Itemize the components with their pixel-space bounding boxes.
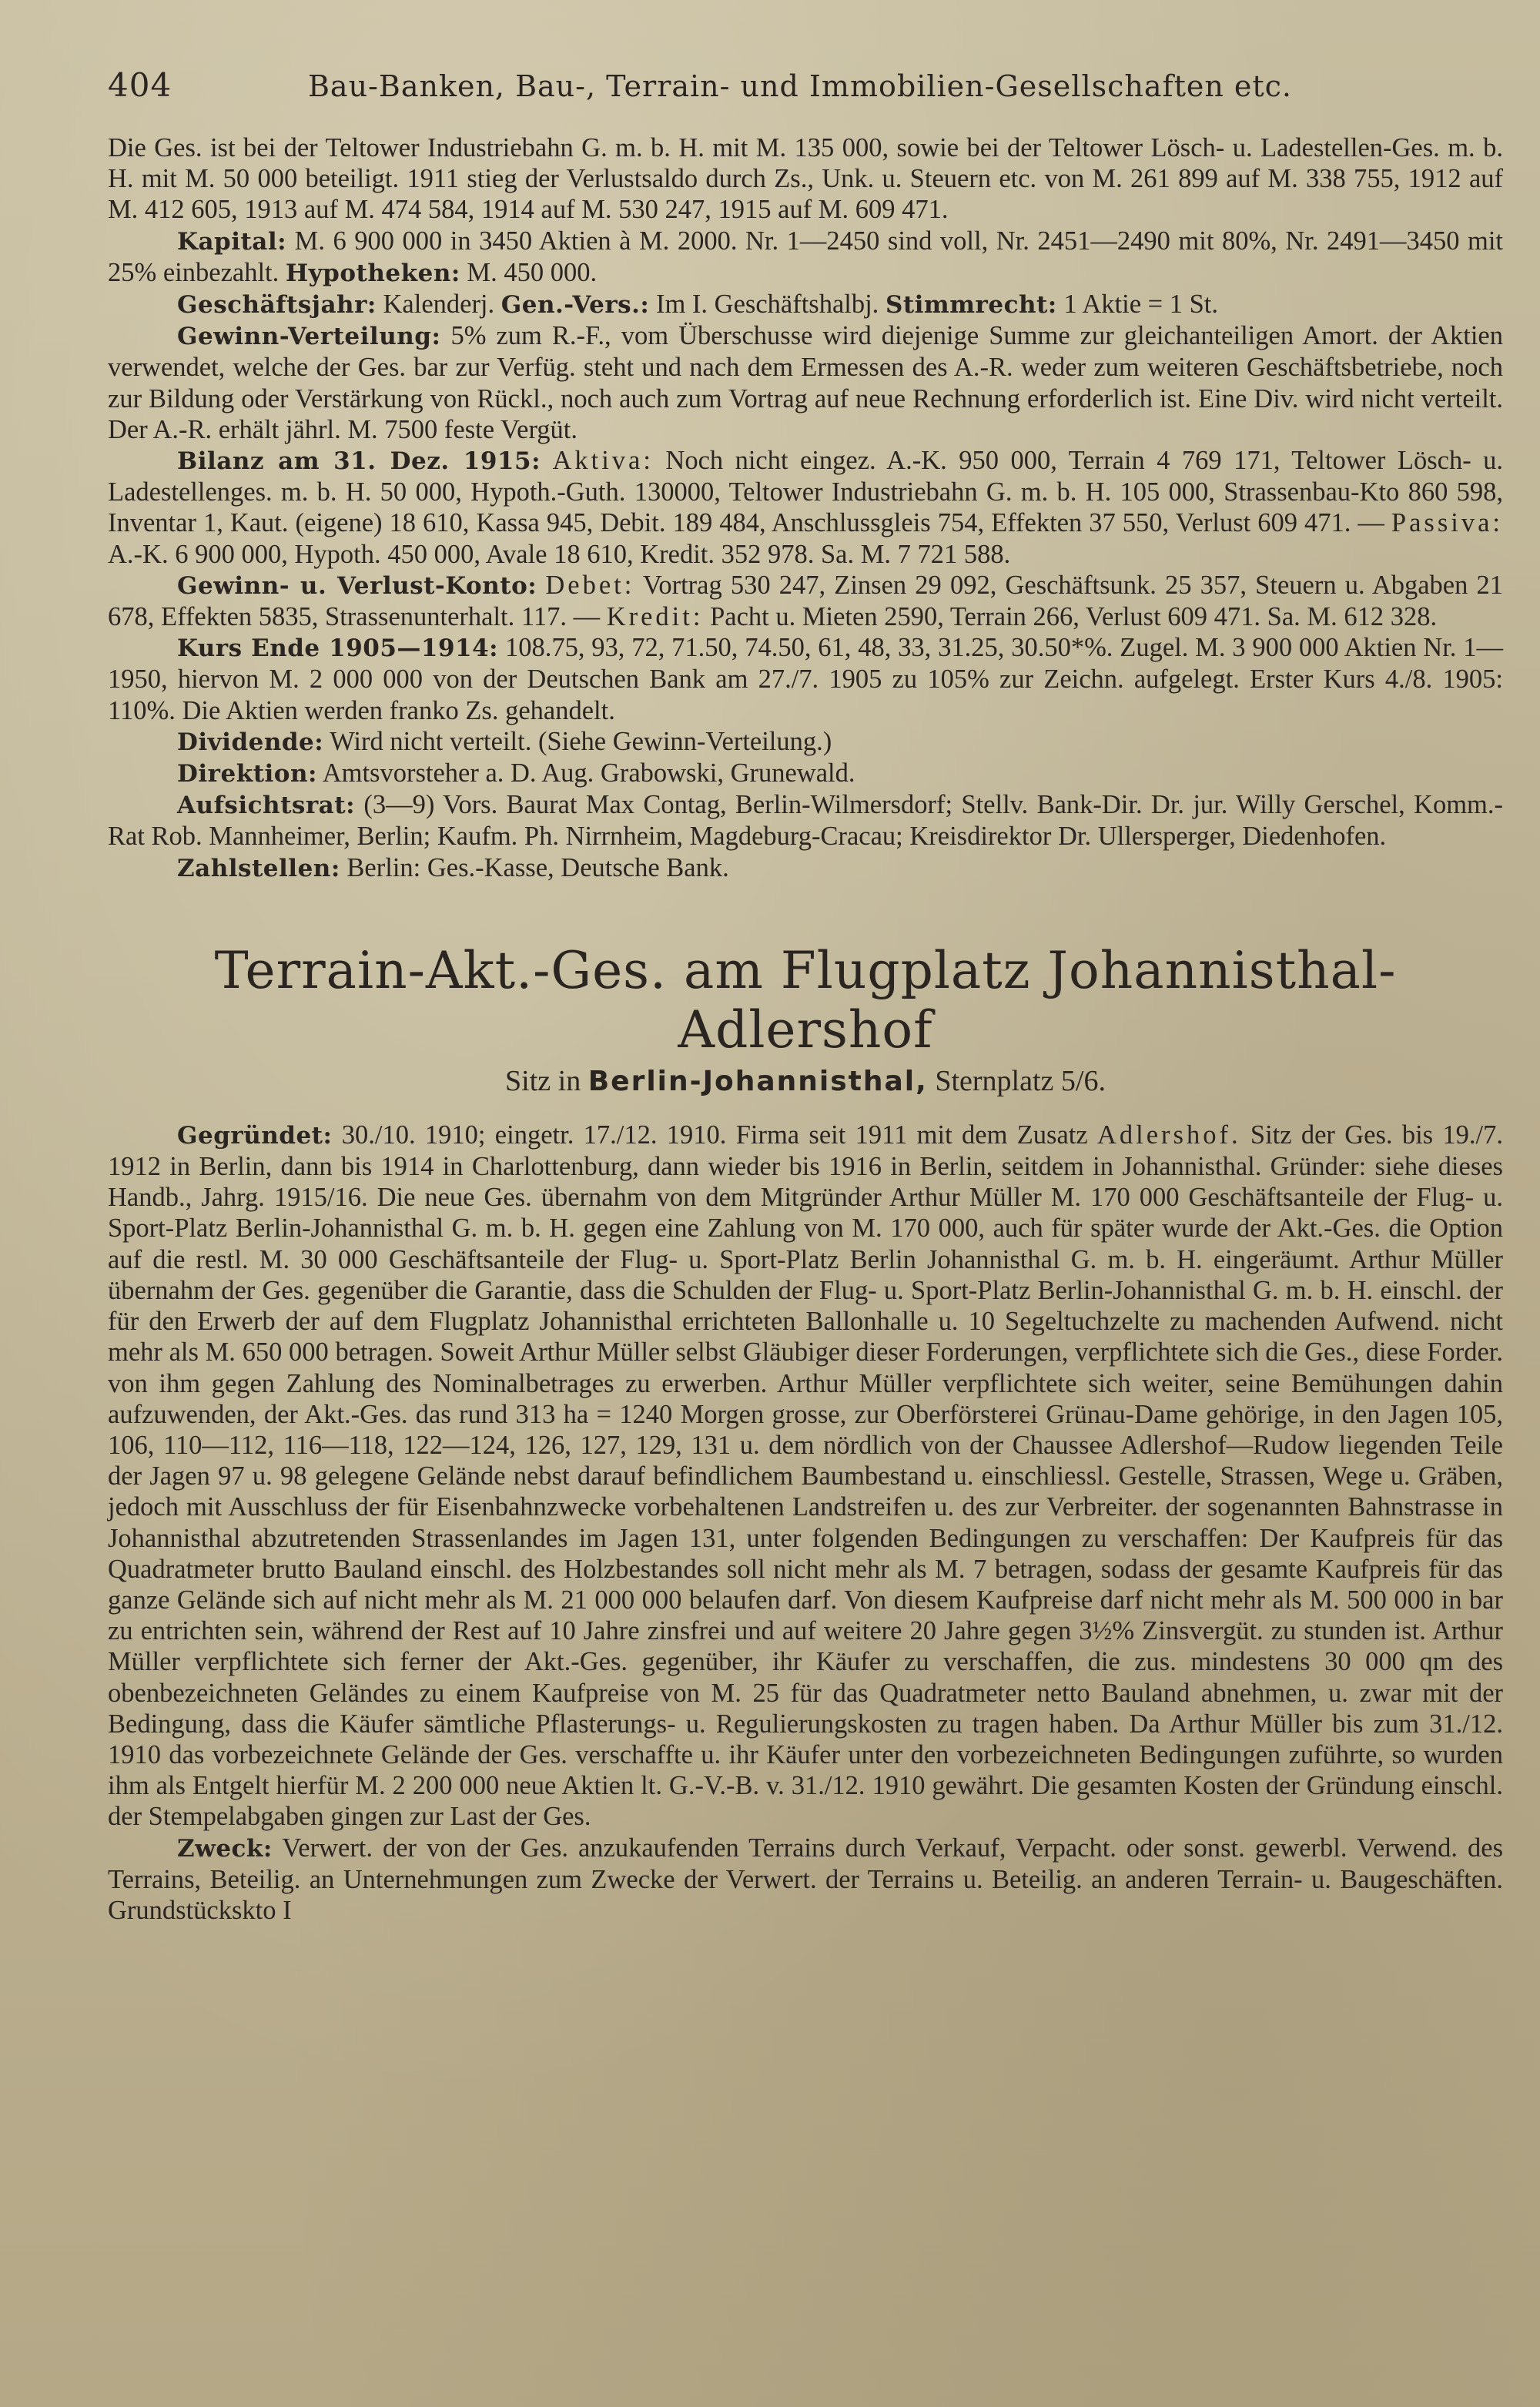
genvers-text: Im I. Geschäftshalbj. (655, 290, 879, 320)
adlershof-word: Adlershof. (1096, 1120, 1241, 1150)
bilanz-label: Bilanz am 31. Dez. 1915: (177, 447, 541, 476)
page-number: 404 (108, 66, 172, 104)
zweck-paragraph (108, 1833, 1503, 1927)
dividende-paragraph (108, 726, 1503, 758)
guv-paragraph (108, 570, 1503, 632)
kurs-label: Kurs Ende 1905—1914: (177, 634, 499, 663)
zweck-text: Verwert. der von der Ges. anzukaufenden Terrains durch Verkauf, Verpacht. oder sonst. gewerbl. Verwend. des Terrains, Beteilig. an Unternehmungen zum Zwecke der Verwert. der Terrains u. Beteilig. an anderen Terrain- u. Baugeschäften. Grundstückskto I (108, 1833, 1503, 1925)
geschaeftsjahr-paragraph (108, 289, 1503, 320)
aktiva-word: Aktiva: (552, 446, 654, 476)
kredit-word: Kredit: (606, 602, 704, 632)
aufsichtsrat-paragraph (108, 789, 1503, 852)
seat-address: Sternplatz 5/6. (935, 1064, 1106, 1097)
aufsichtsrat-label: Aufsichtsrat: (177, 792, 356, 820)
hypotheken-label: Hypotheken: (285, 259, 460, 287)
gewinnverteilung-paragraph (108, 320, 1503, 445)
company-seat (108, 1064, 1503, 1098)
direktion-paragraph (108, 758, 1503, 789)
gewinnverteilung-label: Gewinn-Verteilung: (177, 323, 441, 351)
hypotheken-text: M. 450 000. (467, 257, 598, 287)
zahlstellen-label: Zahlstellen: (177, 854, 340, 882)
stimmrecht-label: Stimmrecht: (885, 291, 1057, 320)
zahlstellen-text: Berlin: Ges.-Kasse, Deutsche Bank. (346, 852, 729, 882)
running-header (108, 66, 1509, 112)
aufsichtsrat-text: (3—9) Vors. Baurat Max Contag, Berlin-Wilmersdorf; Stellv. Bank-Dir. Dr. jur. Willy Gerschel, Komm.-Rat Rob. Mannheimer, Berlin; Kaufm. Ph. Nirrnheim, Magdeburg-Cracau; Kreisdirektor Dr. Ullersperger, Diedenhofen. (108, 790, 1503, 852)
stimmrecht-text: 1 Aktie = 1 St. (1063, 290, 1218, 320)
gegruendet-paragraph (108, 1120, 1503, 1833)
direktion-text: Amtsvorsteher a. D. Aug. Grabowski, Grunewald. (322, 758, 855, 788)
gewinnverteilung-text: 5% zum R.-F., vom Überschusse wird diejenige Summe zur gleichanteiligen Amort. der Aktien verwendet, welche der Ges. bar zur Verfüg. steht und nach dem Ermessen des A.-R. weder zum weiteren Geschäftsbetriebe, noch zur Bildung oder Verstärkung von Rückl., noch auch zum Vortrag auf neue Rechnung erforderlich ist. Eine Div. wird nicht verteilt. Der A.-R. erhält jährl. M. 7500 feste Vergüt. (108, 321, 1503, 444)
direktion-label: Direktion: (177, 760, 317, 788)
geschaeftsjahr-text: Kalenderj. (383, 290, 495, 320)
kurs-paragraph (108, 632, 1503, 726)
company-title: Terrain-Akt.-Ges. am Flugplatz Johannisthal-Adlershof (214, 940, 1397, 1060)
kapital-label: Kapital: (177, 227, 287, 256)
debet-word: Debet: (545, 570, 635, 600)
guv-debet: Vortrag 530 247, Zinsen 29 092, Geschäftsunk. 25 357, Steuern u. Abgaben 21 678, Effekten 5835, Strassenunterhalt. 117. — (108, 570, 1504, 632)
dividende-text: Wird nicht verteilt. (Siehe Gewinn-Verteilung.) (330, 726, 832, 756)
genvers-label: Gen.-Vers.: (500, 291, 650, 320)
bilanz-passiva: A.-K. 6 900 000, Hypoth. 450 000, Avale 18 610, Kredit. 352 978. Sa. M. 7 721 588. (108, 539, 1011, 569)
seat-prefix: Sitz in (505, 1064, 581, 1097)
seat-city: Berlin-Johannisthal, (588, 1065, 928, 1097)
section-flugplatz-company (108, 1120, 1503, 1926)
gegruendet-label: Gegründet: (177, 1121, 333, 1150)
bilanz-aktiva: Noch nicht eingez. A.-K. 950 000, Terrain 4 769 171, Teltower Lösch- u. Ladestellenges. m. b. H. 50 000, Hypoth.-Guth. 130000, Teltower Industriebahn G. m. b. H. 105 000, Strassenbau-Kto 860 598, Inventar 1, Kaut. (eigene) 18 610, Kassa 945, Debit. 189 484, Anschlussgleis 754, Effekten 37 550, Verlust 609 471. — (108, 446, 1504, 538)
geschaeftsjahr-label: Geschäftsjahr: (177, 291, 377, 320)
intro-paragraph: Die Ges. ist bei der Teltower Industriebahn G. m. b. H. mit M. 135 000, sowie bei der Teltower Lösch- u. Ladestellen-Ges. m. b. H. mit M. 50 000 beteiligt. 1911 stieg der Verlustsaldo durch Zs., Unk. u. Steuern etc. von M. 261 899 auf M. 338 755, 1912 auf M. 412 605, 1913 auf M. 474 584, 1914 auf M. 530 247, 1915 auf M. 609 471. (108, 133, 1503, 225)
zahlstellen-paragraph (108, 852, 1503, 884)
kapital-paragraph (108, 226, 1503, 289)
zweck-label: Zweck: (177, 1834, 273, 1863)
kapital-text: M. 6 900 000 in 3450 Aktien à M. 2000. Nr. 1—2450 sind voll, Nr. 2451—2490 mit 80%, Nr. 2491—3450 mit 25% einbezahlt. (108, 226, 1503, 287)
section-previous-company (108, 132, 1503, 884)
bilanz-paragraph (108, 445, 1503, 570)
dividende-label: Dividende: (177, 728, 324, 756)
gegruendet-text-continued: Sitz der Ges. bis 19./7. 1912 in Berlin, dann bis 1914 in Charlottenburg, dann wieder bis 1916 in Berlin, seitdem in Johannisthal. Gründer: siehe dieses Handb., Jahrg. 1915/16. Die neue Ges. übernahm von dem Mitgründer Arthur Müller M. 170 000 Geschäftsanteile der Flug- u. Sport-Platz Berlin-Johannisthal G. m. b. H. gegen eine Zahlung von M. 170 000, auch für später wurde der Akt.-Ges. die Option auf die restl. M. 30 000 Geschäftsanteile der Flug- u. Sport-Platz Berlin Johannisthal G. m. b. H. eingeräumt. Arthur Müller übernahm der Ges. gegenüber die Garantie, dass die Schulden der Flug- u. Sport-Platz Berlin-Johannisthal G. m. b. H. einschl. der für den Erwerb der auf dem Flugplatz Johannisthal errichteten Ballonhalle u. 10 Segeltuchzelte zu machenden Aufwend. nicht mehr als M. 650 000 betragen. Soweit Arthur Müller selbst Gläubiger dieser Forderungen, verpflichtete sich die Ges., diese Forder. von ihm gegen Zahlung des Nominalbetrages zu erwerben. Arthur Müller verpflichtete sich weiter, seine Bemühungen dahin aufzuwenden, der Akt.-Ges. das rund 313 ha = 1240 Morgen grosse, zur Oberförsterei Grünau-Dame gehörige, in den Jagen 105, 106, 110—112, 116—118, 122—124, 126, 127, 129, 131 u. dem nördlich von der Chaussee Adlershof—Rudow liegenden Teile der Jagen 97 u. 98 gelegene Gelände nebst darauf befindlichem Baumbestand u. einschliessl. Gestelle, Strassen, Wege u. Gräben, jedoch mit Ausschluss der für Eisenbahnzwecke vorbehaltenen Landstreifen u. des zur Verbreiter. der sogenannten Bahnstrasse in Johannisthal abzutretenden Strassenlandes im Jagen 131, unter folgenden Bedingungen zu verschaffen: Der Kaufpreis für das Quadratmeter brutto Bauland einschl. des Holzbestandes soll nicht mehr als M. 7 betragen, sodass der gesamte Kaufpreis für das ganze Gelände sich auf nicht mehr als M. 21 000 000 belaufen darf. Von diesem Kaufpreise darf nicht mehr als M. 500 000 in bar zu entrichten sein, während der Rest auf 10 Jahre zinsfrei und auf weitere 20 Jahre gegen 3½% Zinsvergüt. zu stunden ist. Arthur Müller verpflichtete sich ferner der Akt.-Ges. gegenüber, ihr Käufer zu verschaffen, die zus. mindestens 30 000 qm des obenbezeichneten Geländes zu einem Kaufpreise von M. 25 für das Quadratmeter netto Bauland abnehmen, u. zwar mit der Bedingung, dass die Käufer sämtliche Pflasterungs- u. Regulierungskosten zu tragen haben. Da Arthur Müller bis zum 31./12. 1910 das vorbezeichnete Gelände der Ges. verschaffte u. ihr Käufer unter den vorbezeichneten Bedingungen zuführte, so wurden ihm als Entgelt hierfür M. 2 200 000 neue Aktien lt. G.-V.-B. v. 31./12. 1910 gewährt. Die gesamten Kosten der Gründung einschl. der Stempelabgaben gingen zur Last der Ges. (108, 1120, 1503, 1832)
guv-label: Gewinn- u. Verlust-Konto: (177, 571, 537, 600)
guv-kredit: Pacht u. Mieten 2590, Terrain 266, Verlust 609 471. Sa. M. 612 328. (710, 602, 1438, 632)
running-title: Bau-Banken, Bau-, Terrain- und Immobilien-Gesellschaften etc. (308, 69, 1293, 103)
passiva-word: Passiva: (1391, 508, 1503, 538)
kurs-text: 108.75, 93, 72, 71.50, 74.50, 61, 48, 33, 31.25, 30.50*%. Zugel. M. 3 900 000 Aktien Nr. 1—1950, hiervon M. 2 000 000 von der Deutschen Bank am 27./7. 1905 zu 105% zur Zeichn. aufgelegt. Erster Kurs 4./8. 1905: 110%. Die Aktien werden franko Zs. gehandelt. (108, 633, 1503, 725)
gegruendet-text: 30./10. 1910; eingetr. 17./12. 1910. Firma seit 1911 mit dem Zusatz (341, 1120, 1088, 1150)
